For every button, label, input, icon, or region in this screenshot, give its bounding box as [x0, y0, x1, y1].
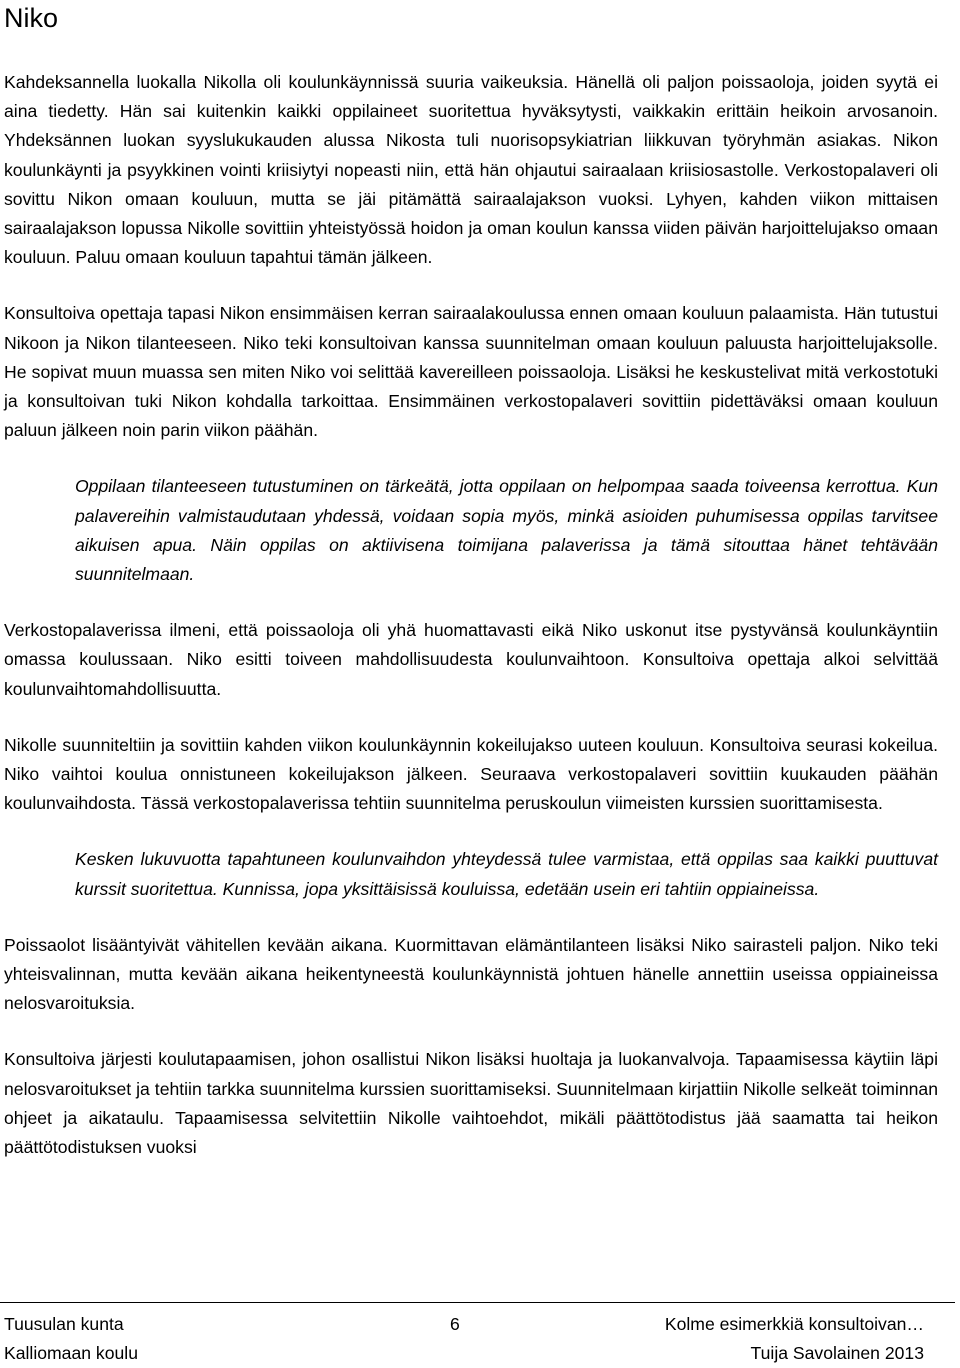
paragraph: Kahdeksannella luokalla Nikolla oli koulunkäynnissä suuria vaikeuksia. Hänellä oli paljon poissaoloja, joiden syytä ei aina tiedetty. Hän sai kuitenkin kaikki oppilaineet suoritettua hyväksytysti, vaikkakin erittäin heikoin arvosanoin. Yhdeksännen luokan syyslukukauden alussa Nikosta tuli nuorisopsykiatrian liikkuvan työryhmän asiakas. Nikon koulunkäynti ja psyykkinen vointi kriisiytyi nopeasti niin, että hän ohjautui sairaalaan kriisiosastolle. Verkostopalaveri oli sovittu Nikon omaan kouluun, mutta se jäi pitämättä sairaalajakson vuoksi. Lyhyen, kahden viikon mittaisen sairaalajakson lopussa Nikolle sovittiin yhteistyössä hoidon ja oman koulun kanssa viiden päivän harjoittelujakso omaan kouluun. Paluu omaan kouluun tapahtui tämän jälkeen. — [4, 72, 938, 268]
paragraph: Verkostopalaverissa ilmeni, että poissaoloja oli yhä huomattavasti eikä Niko uskonut itse pystyvänsä koulunkäyntiin omassa koulussaan. Niko esitti toiveen mahdollisuudesta koulunvaihtoon. Konsultoiva opettaja alkoi selvittää koulunvaihtomahdollisuutta. — [4, 620, 938, 699]
italic-quote-paragraph: Oppilaan tilanteeseen tutustuminen on tärkeätä, jotta oppilaan on helpompaa saada toiveensa kerrottua. Kun palavereihin valmistaudutaan yhdessä, voidaan sopia myös, minkä asioiden puhumisessa oppilas tarvitsee aikuisen apua. Näin oppilas on aktiivisena toimijana palaverissa ja tämä sitouttaa hänet tehtävään suunnitelmaan. — [75, 476, 938, 585]
paragraph: Poissaolot lisääntyivät vähitellen kevään aikana. Kuormittavan elämäntilanteen lisäksi Niko sairasteli paljon. Niko teki yhteisvalinnan, mutta kevään aikana heikentyneestä koulunkäynnistä johtuen hänelle annettiin useissa oppiaineissa nelosvaroituksia. — [4, 934, 938, 1014]
footer-author: Tuija Savolainen 2013 — [750, 1343, 924, 1363]
page-number: 6 — [450, 1314, 460, 1334]
footer-school: Kalliomaan koulu — [4, 1343, 138, 1363]
footer-row-1 — [4, 1310, 924, 1339]
footer-row-2 — [4, 1339, 924, 1368]
page-footer — [4, 1310, 924, 1368]
page-title: Niko — [4, 3, 59, 33]
document-body — [4, 68, 938, 1189]
paragraph: Nikolle suunniteltiin ja sovittiin kahden viikon koulunkäynnin kokeilujakso uuteen kouluun. Konsultoiva seurasi kokeilua. Niko vaihtoi koulua onnistuneen kokeilujakson jälkeen. Seuraava verkostopalaveri sovittiin kuukauden päähän koulunvaihdosta. Tässä verkostopalaverissa tehtiin suunnitelma peruskoulun viimeisten kurssien suorittamisesta. — [4, 734, 938, 814]
paragraph: Konsultoiva järjesti koulutapaamisen, johon osallistui Nikon lisäksi huoltaja ja luokanvalvoja. Tapaamisessa käytiin läpi nelosvaroitukset ja tehtiin tarkka suunnitelma kurssien suorittamiseksi. Suunnitelmaan kirjattiin Nikolle selkeät toiminnan ohjeet ja aikataulu. Tapaamisessa selvitettiin Nikolle vaihtoehdot, mikäli päättötodistus jää saamatta tai heikon päättötodistuksen vuoksi — [4, 1049, 938, 1158]
paragraph: Konsultoiva opettaja tapasi Nikon ensimmäisen kerran sairaalakoulussa ennen omaan kouluun palaamista. Hän tutustui Nikoon ja Nikon tilanteeseen. Niko teki konsultoivan kanssa suunnitelman omaan kouluun paluusta harjoittelujaksolle. He sopivat muun muassa sen miten Niko voi selittää kavereilleen poissaoloja. Lisäksi he keskustelivat mitä verkostotuki ja konsultoivan tuki Nikon kohdalla tarkoittaa. Ensimmäinen verkostopalaveri sovittiin pidettäväksi omaan kouluun paluun jälkeen noin parin viikon päähän. — [4, 303, 938, 441]
footer-divider — [0, 1302, 955, 1303]
italic-quote-paragraph: Kesken lukuvuotta tapahtuneen koulunvaihdon yhteydessä tulee varmistaa, että oppilas saa kaikki puuttuvat kurssit suoritettua. Kunnissa, jopa yksittäisissä kouluissa, edetään usein eri tahtiin oppiaineissa. — [75, 849, 938, 899]
footer-document-title: Kolme esimerkkiä konsultoivan… — [664, 1314, 924, 1334]
footer-municipality: Tuusulan kunta — [4, 1314, 124, 1334]
